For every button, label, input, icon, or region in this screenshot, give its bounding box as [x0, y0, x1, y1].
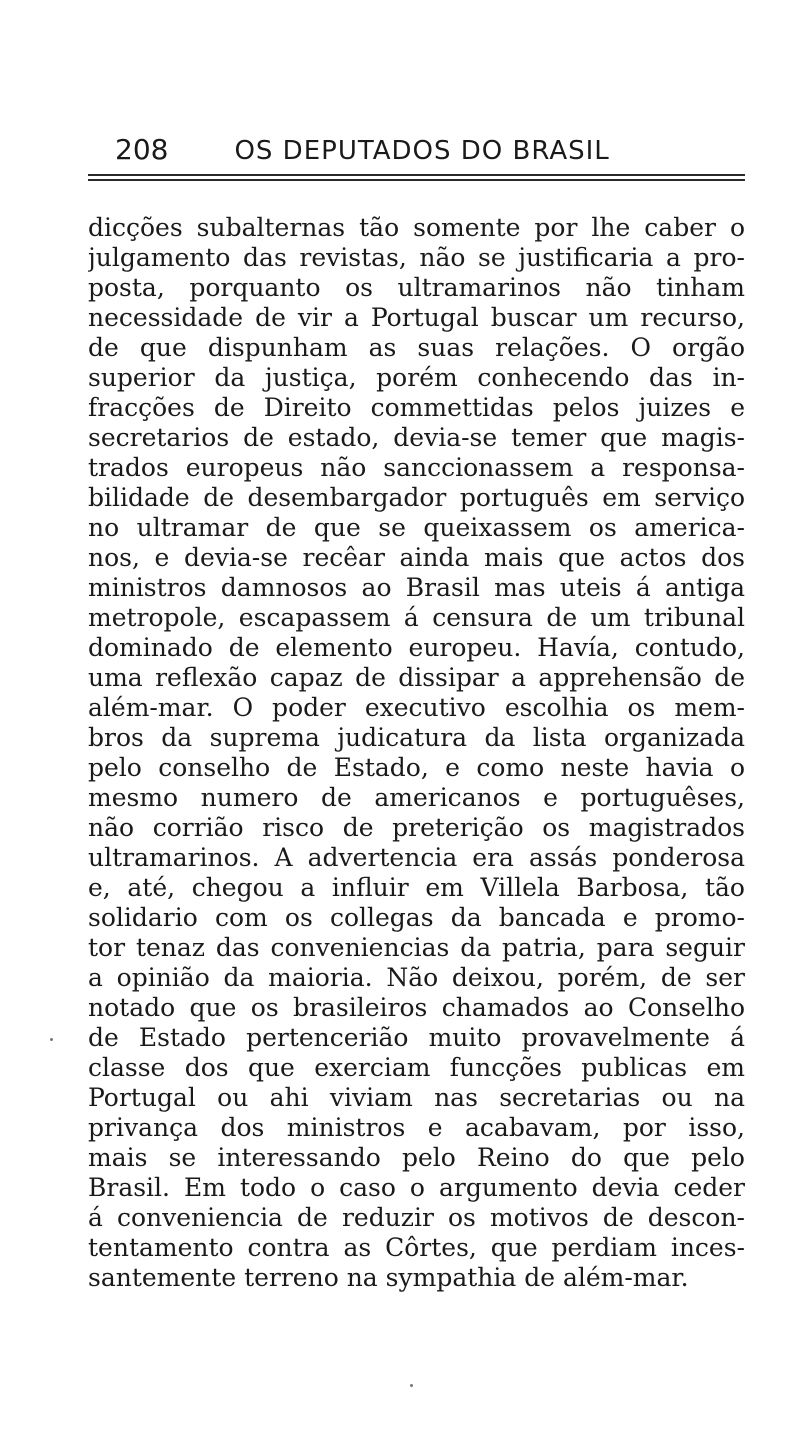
text-line: ministros damnosos ao Brasil mas uteis á antiga	[88, 573, 745, 602]
text-line: a opinião da maioria. Não deixou, porém, de ser	[88, 963, 745, 992]
running-title: OS DEPUTADOS DO BRASIL	[234, 136, 610, 166]
text-line: superior da justiça, porém conhecendo das in-	[88, 363, 745, 392]
text-line: metropole, escapassem á censura de um tribunal	[88, 603, 745, 632]
text-line: de que dispunham as suas relações. O orgão	[88, 333, 745, 362]
text-line: uma reflexão capaz de dissipar a apprehensão de	[88, 663, 745, 692]
text-line: trados europeus não sanccionassem a responsa-	[88, 453, 745, 482]
text-line: solidario com os collegas da bancada e promo-	[88, 903, 745, 932]
header-rule-top	[88, 174, 745, 176]
text-line: pelo conselho de Estado, e como neste havia o	[88, 753, 745, 782]
text-line: santemente terreno na sympathia de além-mar.	[88, 1263, 689, 1292]
text-line: nos, e devia-se recêar ainda mais que actos dos	[88, 543, 745, 572]
running-head	[115, 133, 755, 166]
text-line: não corrião risco de preterição os magistrados	[88, 813, 745, 842]
text-line: bilidade de desembargador português em serviço	[88, 483, 745, 512]
text-line: dicções subalternas tão somente por lhe caber o	[88, 213, 745, 242]
text-line: classe dos que exerciam funcções publicas em	[88, 1053, 745, 1082]
text-line: julgamento das revistas, não se justificaria a pro-	[88, 243, 745, 272]
header-rule-bottom	[88, 179, 745, 181]
text-line: fracções de Direito commettidas pelos juizes e	[88, 393, 745, 422]
text-line: secretarios de estado, devia-se temer que magis-	[88, 423, 745, 452]
text-line: além-mar. O poder executivo escolhia os mem-	[88, 693, 745, 722]
page-number: 208	[115, 133, 169, 166]
text-line: dominado de elemento europeu. Havía, contudo,	[88, 633, 745, 662]
text-line: no ultramar de que se queixassem os america-	[88, 513, 745, 542]
scan-speck	[410, 1384, 413, 1387]
text-line: á conveniencia de reduzir os motivos de descon-	[88, 1203, 745, 1232]
scan-speck	[50, 1038, 53, 1041]
text-line: necessidade de vir a Portugal buscar um recurso,	[88, 303, 745, 332]
text-line: privança dos ministros e acabavam, por isso,	[88, 1113, 745, 1142]
text-line: posta, porquanto os ultramarinos não tinham	[88, 273, 745, 302]
text-line: notado que os brasileiros chamados ao Conselho	[88, 993, 745, 1022]
text-line: mais se interessando pelo Reino do que pelo	[88, 1143, 745, 1172]
text-line: mesmo numero de americanos e portuguêses,	[88, 783, 745, 812]
text-line: Brasil. Em todo o caso o argumento devia ceder	[88, 1173, 745, 1202]
text-line: ultramarinos. A advertencia era assás ponderosa	[88, 843, 745, 872]
body-text	[88, 213, 745, 1293]
text-line: tor tenaz das conveniencias da patria, para seguir	[88, 933, 745, 962]
text-line: tentamento contra as Côrtes, que perdiam inces-	[88, 1233, 745, 1262]
text-line: Portugal ou ahi viviam nas secretarias ou na	[88, 1083, 745, 1112]
text-line: de Estado pertencerião muito provavelmente á	[88, 1023, 745, 1052]
text-line: bros da suprema judicatura da lista organizada	[88, 723, 745, 752]
text-line: e, até, chegou a influir em Villela Barbosa, tão	[88, 873, 745, 902]
